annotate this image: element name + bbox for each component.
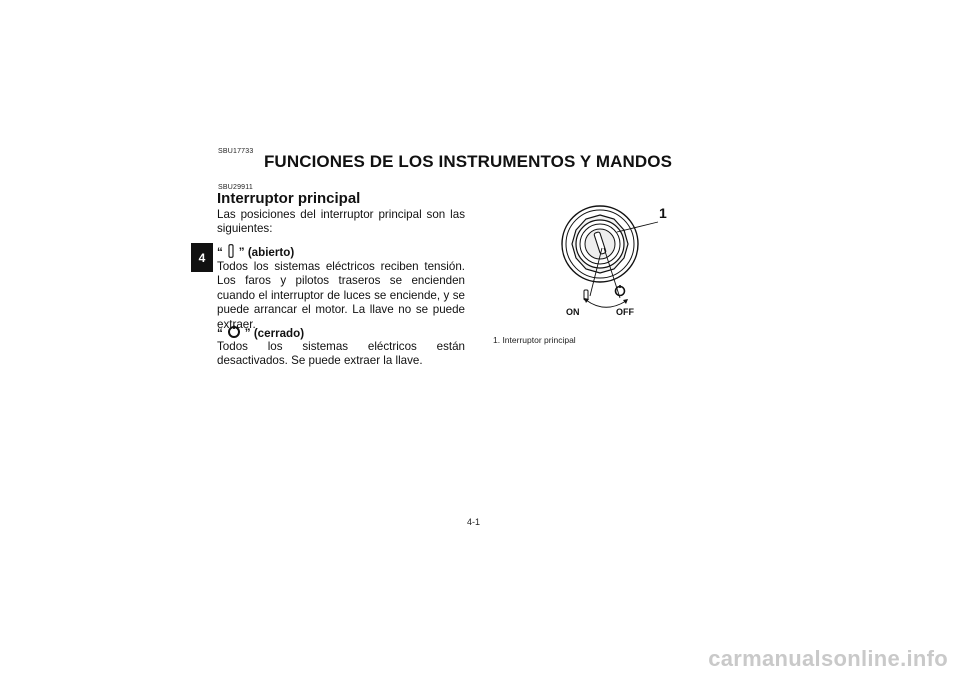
open-quote: “ [217, 327, 223, 340]
position-on-heading [217, 244, 294, 261]
open-quote: “ [217, 246, 223, 259]
chapter-title: FUNCIONES DE LOS INSTRUMENTOS Y MANDOS [263, 152, 673, 171]
position-off-label: ” (cerrado) [244, 327, 305, 340]
section-intro: Las posiciones del interruptor principal son las siguientes: [217, 208, 465, 236]
watermark: carmanualsonline.info [708, 646, 948, 671]
page-number: 4-1 [467, 517, 481, 527]
figure-label-on: ON [566, 307, 580, 317]
figure-label-off: OFF [616, 307, 634, 317]
section-title: Interruptor principal [217, 190, 361, 207]
figure-caption: 1. Interruptor principal [493, 335, 576, 345]
position-off-text: Todos los sistemas eléctricos están desactivados. Se puede extraer la llave. [217, 340, 465, 368]
figure-callout-number: 1 [659, 205, 667, 221]
chapter-code: SBU17733 [218, 148, 254, 155]
chapter-tab: 4 [191, 243, 213, 272]
position-on-text: Todos los sistemas eléctricos reciben tensión. Los faros y pilotos traseros se encienden cuando el interruptor de luces se enciende, y se puede arrancar el motor. La llave no se puede extraer. [217, 260, 465, 331]
key-on-icon [227, 244, 235, 261]
section-code: SBU29911 [218, 184, 253, 191]
position-on-label: ” (abierto) [238, 246, 295, 259]
ignition-switch-drawing [562, 206, 658, 307]
